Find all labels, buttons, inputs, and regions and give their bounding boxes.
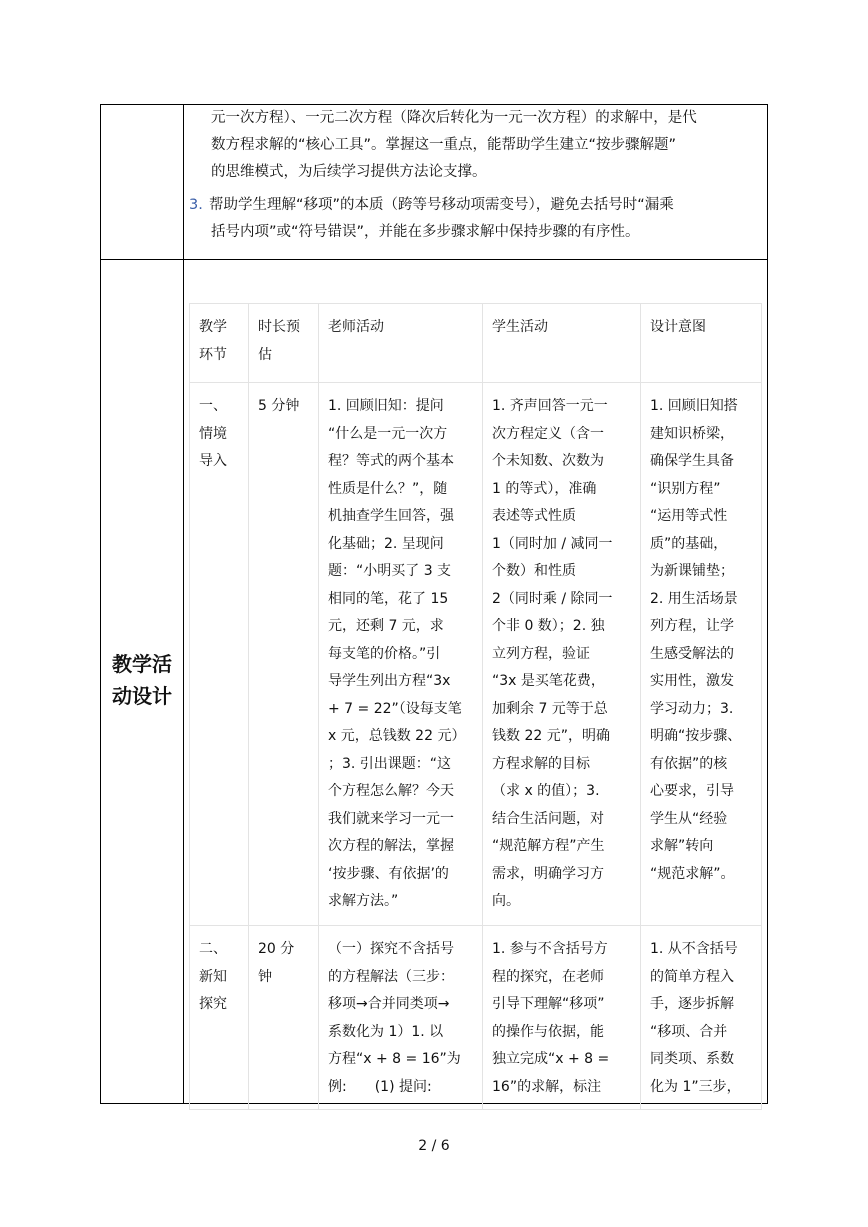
cell-text-line: 导学生列出方程“3x xyxy=(328,673,451,689)
document-table xyxy=(100,104,768,1104)
cell-text-line: 16”的求解，标注 xyxy=(492,1078,602,1095)
cell-text-line: 机抽查学生回答，强 xyxy=(328,508,454,524)
cell-text-line: 设计意图 xyxy=(650,319,706,335)
student-activity-cell xyxy=(483,383,641,926)
cell-text-line: “运用等式性 xyxy=(650,508,728,524)
cell-text-line: 向。 xyxy=(492,893,520,909)
cell-text-line: 情境 xyxy=(199,425,227,442)
cell-text-line: 探究 xyxy=(199,996,227,1012)
cell-text-line: 同类项、系数 xyxy=(650,1051,734,1067)
cell-text-line: “规范解方程”产生 xyxy=(492,838,605,854)
student-activity-cell xyxy=(483,926,641,1110)
cell-text-line: 个非 0 数）；2. 独 xyxy=(492,618,605,634)
cell-text-line: “移项、合并 xyxy=(650,1023,728,1040)
cell-text-line: 化为 1”三步， xyxy=(650,1078,741,1095)
cell-text-line: 例: (1) 提问: xyxy=(328,1078,432,1095)
activity-table xyxy=(189,303,762,1110)
cell-text-line: 生感受解法的 xyxy=(650,645,734,662)
cell-text-line: 明确“按步骤、 xyxy=(650,728,742,744)
header-cell xyxy=(190,304,249,383)
cell-text-line: 立列方程，验证 xyxy=(492,645,590,662)
cell-text-line: 需求，明确学习方 xyxy=(492,865,604,882)
cell-text-line: 求解方法。” xyxy=(328,893,399,909)
section-label-line: 教学活 xyxy=(112,652,172,676)
cell-text-line: 质”的基础， xyxy=(650,535,728,552)
list-number: 3. xyxy=(189,197,203,213)
page-number: 2 / 6 xyxy=(418,1138,450,1154)
cell-text-line: 钟 xyxy=(258,968,272,985)
header-cell xyxy=(641,304,762,383)
cell-text-line: 2（同时乘 / 除同一 xyxy=(492,590,613,607)
cell-text-line: 个数）和性质 xyxy=(492,563,576,579)
focus-text-line: 元一次方程）、一元二次方程（降次后转化为一元一次方程）的求解中，是代 xyxy=(211,110,697,126)
cell-text-line: 学生活动 xyxy=(492,319,548,335)
cell-text-line: （求 x 的值）；3. xyxy=(492,783,600,799)
design-intent-cell xyxy=(641,383,762,926)
focus-text-line: 数方程求解的“核心工具”。掌握这一重点，能帮助学生建立“按步骤解题” xyxy=(211,137,677,153)
cell-text-line: ；3. 引出课题：“这 xyxy=(328,755,452,772)
cell-text-line: 相同的笔，花了 15 xyxy=(328,590,449,607)
cell-text-line: 有依据”的核 xyxy=(650,755,728,772)
cell-text-line: “识别方程” xyxy=(650,480,721,497)
cell-text-line: x 元，总钱数 22 元） xyxy=(328,728,466,744)
cell-text-line: 方程求解的目标 xyxy=(492,755,590,772)
cell-text-line: 的操作与依据，能 xyxy=(492,1023,604,1040)
cell-text-line: “规范求解”。 xyxy=(650,865,735,882)
cell-text-line: 个未知数、次数为 xyxy=(492,453,604,469)
cell-text-line: 为新课铺垫； xyxy=(650,563,734,579)
cell-text-line: 程的探究，在老师 xyxy=(492,968,604,985)
section-label xyxy=(101,648,183,712)
cell-text-line: 1. 从不含括号 xyxy=(650,941,738,957)
stage-cell xyxy=(190,383,249,926)
section-label-line: 动设计 xyxy=(112,684,172,708)
cell-text-line: 方程“x + 8 = 16”为 xyxy=(328,1051,461,1067)
cell-text-line: 化基础；2. 呈现问 xyxy=(328,535,444,552)
cell-text-line: 学习动力；3. xyxy=(650,700,734,717)
duration-cell xyxy=(249,383,319,926)
cell-text-line: 二、 xyxy=(199,941,227,957)
cell-text-line: 估 xyxy=(258,346,272,363)
cell-text-line: （一）探究不含括号 xyxy=(328,941,454,957)
cell-text-line: 1. 回顾旧知搭 xyxy=(650,398,738,414)
cell-text-line: 确保学生具备 xyxy=(650,453,734,469)
stage-cell xyxy=(190,926,249,1110)
cell-text-line: 实用性，激发 xyxy=(650,673,734,689)
focus-text-line: 帮助学生理解“移项”的本质（跨等号移动项需变号），避免去括号时“漏乘 xyxy=(209,197,674,213)
cell-text-line: 次方程定义（含一 xyxy=(492,425,604,442)
cell-text-line: 个方程怎么解？今天 xyxy=(328,783,454,799)
activity-table-wrapper xyxy=(189,303,761,1110)
design-intent-cell xyxy=(641,926,762,1110)
cell-text-line: 学生从“经验 xyxy=(650,810,728,827)
cell-text-line: 系数化为 1）1. 以 xyxy=(328,1023,444,1040)
cell-text-line: + 7 = 22”（设每支笔 xyxy=(328,700,462,717)
table-row xyxy=(190,383,762,926)
cell-text-line: 心要求，引导 xyxy=(650,783,734,799)
cell-text-line: 导入 xyxy=(199,453,227,469)
cell-text-line: 结合生活问题，对 xyxy=(492,810,604,827)
teacher-activity-cell xyxy=(319,383,483,926)
cell-text-line: 2. 用生活场景 xyxy=(650,590,738,607)
cell-text-line: 程？等式的两个基本 xyxy=(328,453,454,469)
cell-text-line: 题：“小明买了 3 支 xyxy=(328,563,452,579)
cell-text-line: 的方程解法（三步： xyxy=(328,968,454,985)
cell-text-line: 手，逐步拆解 xyxy=(650,996,734,1012)
header-cell xyxy=(483,304,641,383)
cell-text-line: 的简单方程入 xyxy=(650,968,734,985)
duration-cell xyxy=(249,926,319,1110)
focus-text-line: 的思维模式，为后续学习提供方法论支撑。 xyxy=(211,164,487,180)
cell-text-line: 移项→合并同类项→ xyxy=(328,996,450,1012)
cell-text-line: 每支笔的价格。”引 xyxy=(328,645,441,662)
cell-text-line: 表述等式性质 xyxy=(492,508,576,524)
cell-text-line: 引导下理解“移项” xyxy=(492,996,605,1012)
cell-text-line: 我们就来学习一元一 xyxy=(328,810,454,827)
cell-text-line: 环节 xyxy=(199,346,227,363)
cell-text-line: 次方程的解法，掌握 xyxy=(328,838,454,854)
focus-point-3 xyxy=(189,192,765,219)
header-cell xyxy=(319,304,483,383)
focus-text-line: 括号内项”或“符号错误”，并能在多步骤求解中保持步骤的有序性。 xyxy=(211,224,640,240)
table-header-row xyxy=(190,304,762,383)
cell-text-line: 1 的等式），准确 xyxy=(492,480,597,497)
cell-text-line: 5 分钟 xyxy=(258,398,300,414)
cell-text-line: 新知 xyxy=(199,968,227,985)
cell-text-line: 时长预 xyxy=(258,319,300,335)
cell-text-line: “什么是一元一次方 xyxy=(328,425,448,442)
cell-text-line: “3x 是买笔花费， xyxy=(492,673,605,689)
column-divider xyxy=(183,105,184,1103)
cell-text-line: 性质是什么？”，随 xyxy=(328,480,448,497)
cell-text-line: 教学 xyxy=(199,319,227,335)
cell-text-line: 列方程，让学 xyxy=(650,618,734,634)
table-row xyxy=(190,926,762,1110)
cell-text-line: 独立完成“x + 8 = xyxy=(492,1051,610,1067)
cell-text-line: 一、 xyxy=(199,398,227,414)
cell-text-line: 1. 参与不含括号方 xyxy=(492,941,608,957)
teaching-focus-cell xyxy=(189,105,765,246)
cell-text-line: 元，还剩 7 元，求 xyxy=(328,618,444,634)
cell-text-line: 1. 回顾旧知：提问 xyxy=(328,398,444,414)
row-divider xyxy=(101,259,767,260)
cell-text-line: 20 分 xyxy=(258,941,295,957)
cell-text-line: 1. 齐声回答一元一 xyxy=(492,398,608,414)
cell-text-line: 1（同时加 / 减同一 xyxy=(492,535,613,552)
header-cell xyxy=(249,304,319,383)
cell-text-line: 求解”转向 xyxy=(650,838,714,854)
cell-text-line: 建知识桥梁， xyxy=(650,425,734,442)
cell-text-line: 钱数 22 元”，明确 xyxy=(492,728,610,744)
cell-text-line: 老师活动 xyxy=(328,319,384,335)
cell-text-line: 加剩余 7 元等于总 xyxy=(492,700,608,717)
cell-text-line: ‘按步骤、有依据’的 xyxy=(328,865,449,882)
teacher-activity-cell xyxy=(319,926,483,1110)
